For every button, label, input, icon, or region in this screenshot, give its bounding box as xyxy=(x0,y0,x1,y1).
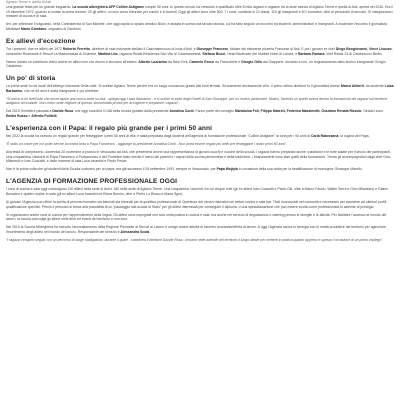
bold-name: Carla Rabezzana xyxy=(311,133,339,138)
text-run: I corsi di cucina e sala oggi coinvolgono 120 allievi nella sede di Asti e 180 nella sede di Agliano Terme. Una cinquantina i docenti; tra cui cinque chef (gli ex allievi Ivan Cuaccitti e Paolo Gili, oltre a Mauro Fassio, Walter Serra e Gino Milanesio) e Gianni Bonadeo e quattro maitre in sala (gli ex allievi Luca Incantini ed Elena Bernini, oltre a Pietro Lo Russo e Maria Sgrò). xyxy=(6,186,388,196)
quote-paragraph xyxy=(6,97,394,107)
text-run: , la cugina del Papa. xyxy=(338,133,370,138)
body-paragraph xyxy=(6,150,394,164)
quote-paragraph xyxy=(6,238,394,243)
bold-name: Giorgio Gilio xyxy=(241,59,262,64)
text-run: , Head Bartender del NoMad Hotel di Londra, e xyxy=(225,51,299,56)
text-run: dal Giappone. Accanto a loro, un ringraziamento dallo storico insegnante Giorgio Calabrese. xyxy=(6,59,386,69)
header-fragment: Agliano Terme e quella di Asti xyxy=(6,0,52,4)
text-run: . Sindaci sono xyxy=(361,109,384,114)
body-paragraph xyxy=(6,134,394,139)
text-run: Alla festa di compleanno, domenica 20 novembre a pranzo in Vescovato ad Asti, che presenterà anche una rappresentanza di giovani cuochi e cuoche della scuola. I ragazzi hanno preparato anche i pasticcini e le torte salate per il tavolo dei partecipanti. Una cinquantina i discorsi di Papa Francesco a Portacomaro e del Pontefice stato servito il menù dei parenti e i sapori della cucina piemontese e della tradizione. I finanziamenti sono stati quelli della formazione. Trenta gli accompagnatori dagli chef Gino Milanesio e Ivan Cuaccitti, e dalle mamme di sala Luca Incantini e Paolo Pesce. xyxy=(6,149,391,164)
text-run: La prima sede fu nei locali dell'albergo ristorante Della valle. Si sceltse Agliano Terme perché era un luogo conosciuto grazie alle fonti termali. Sicuramente decisamente virtù. Il primo ottimo direttore fu il giornalista nicese xyxy=(6,83,341,88)
article-section xyxy=(6,122,394,172)
bold-name: Luisa Barbarino xyxy=(6,83,394,93)
section-heading: L'esperienza con il Papa: il regalo più grande per i primi 50 anni xyxy=(6,125,213,133)
article-body xyxy=(6,5,394,243)
text-run: . xyxy=(149,230,151,235)
bold-name: Alessandra Scola xyxy=(120,230,150,235)
text-run: Nel 2022 la scuola ha ricevuto un regalo grande per festeggiare i primi 50 anni di vita: è stata preparata dagli studenti dell'agenzia di formazione professionale "Colline Astigiane" la torta per i 90 anni di xyxy=(6,133,312,138)
text-run: Hanno inviato un contributo video anche ex allievi che ora vivono e lavorano all'estero: xyxy=(6,59,139,64)
body-paragraph xyxy=(6,60,394,70)
article-section xyxy=(6,5,394,32)
text-run: , che oggi coordina il CdA della scuola guidato dalla presidente xyxy=(72,109,170,114)
bold-name: Emilia Russo xyxy=(6,114,28,119)
section-heading: Ex allievi d'eccezione xyxy=(6,38,76,46)
text-run: Ai giovani l'Agenzia può offrire la scelta di percorsi formativi sia biennali sia triennali per la qualifica professionale di Operatore dei servizi ristorativi nei settori cucina e sala bar. Titoli riconosciuti nel comunità e necessario per accedere ad ulteriori profili qualificazione specifici. Perciò il percorso si arriva alla possibilità di un "passaggio alla scuola di Stato" per gli allievi interessati per conseguire il diploma, o una specializzazione che può essere svolta come professionista in aziende di prestigio. xyxy=(6,199,387,209)
bold-name: Annalisa Conti xyxy=(169,109,194,114)
article-section xyxy=(6,175,394,243)
text-run: Nel 2010 la Scuola Alberghiera ha ricevuto l'accreditamento della Regione Piemonte ai Servizi al Lavoro e svolge anche attività di incontro domanda/offerta di lavoro. A oggi l'Agenzia lavora in sinergia con le realtà produttive del territorio per agevolare l'inserimento degli allievi nel mondo del lavoro. Responsabile del servizio è xyxy=(6,225,386,235)
bold-name: Diego Bongiovanni, Vince Lisuzzo xyxy=(335,46,392,51)
text-run: e xyxy=(27,114,32,119)
text-run: compie 50 anni. In questo secolo ha cresciuto e qualificato oltre 8 mila ragazzi e ragazze tra la sede storica di Agliano Terme e quella di Asti, aperta nel 2010. Era il 19 dicembre 1972, quando si svolse la prima lezione: 20 gli allievi, un solo corso biennale per cuochi e 8 docenti. Oggi gli allievi sono oltre 500, 7 i corsi, suddivisi in 22 classi, 110 gli insegnanti e 50 i formatori, oltre al personale di servizio. Si insegnavano i mestieri di cucina e di sala. xyxy=(6,4,394,19)
bold-name: Martina Lito xyxy=(98,51,118,56)
bold-name: La scuola alberghiera AFP Colline Astigiane xyxy=(72,4,145,9)
body-paragraph xyxy=(6,213,394,223)
text-run: , da studente xyxy=(363,83,385,88)
bold-name: Alberto Lazzarino xyxy=(138,59,168,64)
text-run: , direttore di sala ristorante stellato Il Cascinalenuovo di Isola d'Asti, e xyxy=(89,46,197,51)
section-heading: L'AGENZIA DI FORMAZIONE PROFESSIONALE OGGI xyxy=(6,178,178,186)
bold-name: Marco Aliberti xyxy=(340,83,364,88)
bold-name: Carmelo Greco xyxy=(189,59,214,64)
section-heading: Un po' di storia xyxy=(6,75,56,83)
body-paragraph xyxy=(6,5,394,19)
body-paragraph xyxy=(6,225,394,235)
bold-name: Giuseppe Francese xyxy=(196,46,229,51)
bold-name: Papa Wojtyla xyxy=(216,167,238,172)
text-run: da Francoforte e xyxy=(214,59,242,64)
text-run: , sommelier Ristorante & Resort La Madonnassa di Guarene, xyxy=(6,46,393,56)
text-run: Dal 2015 l'eredità è passata a xyxy=(6,109,53,114)
text-run: , ragazza Relais Residenza San Vito di Calamandrana, xyxy=(117,51,203,56)
text-run: Ieri, per celebrare il traguardo, nella Confraternita di San Michele, che oggi ospita lo spazio artistico Biluri, è andata in scena una tavola rotonda, cui ha fatto seguito un incontro tra studenti, amministratori e insegnanti. A moderare l'incontro il giornalista Mediaset xyxy=(6,22,387,32)
body-paragraph xyxy=(6,187,394,197)
bold-name: Roberto Ferretto xyxy=(62,46,90,51)
quote-paragraph xyxy=(6,142,394,147)
body-paragraph xyxy=(6,200,394,210)
text-run: . Fanno parte del consiglio xyxy=(193,109,235,114)
article-section xyxy=(6,72,394,119)
bold-name: Alfredo Politelli xyxy=(31,114,57,119)
bold-name: Marialuisa Foli, Filippo Mateini, Federica Massimetti, Graziano Renata Rizzolo xyxy=(234,109,362,114)
text-run: Non è la prima volta che gli studenti della Scuola cucinano per un papa: era già successo il 26 settembre 1993, sempre in Vescovado, per xyxy=(6,167,217,172)
text-run: "È stato un onore per noi poter servire la nostra torta a Papa Francesco - aggiunge la presidente Annalisa Conti - Non potrà essere regalo più bello per festeggiare i nostri primi 50 anni". xyxy=(6,141,288,146)
text-run: da New York, xyxy=(167,59,190,64)
text-run: , chef Relais 23 di Castelnuovo Belbo. xyxy=(324,51,383,56)
body-paragraph xyxy=(6,109,394,119)
text-run: Tra i presenti, due ex allievi del 1972 xyxy=(6,46,63,51)
body-paragraph xyxy=(6,47,394,57)
text-run: "I ragazzi vengono seguiti con un percorso di stage obbligatorio, durante il quale - sottolinea il direttore Davide Rosa - trovano nelle aziende del territorio il luogo ideale per mettere in pratica quanto appreso e spesso l'occasione di un primo impiego". xyxy=(6,238,384,243)
text-run: , originario di Candiolo. xyxy=(46,27,82,32)
bold-name: Davide Rosa xyxy=(52,109,73,114)
body-paragraph xyxy=(6,22,394,32)
text-run: . xyxy=(56,114,58,119)
bold-name: Mario Giordano xyxy=(20,27,47,32)
text-run: , titolare del ristorante pizzeria Francese di Asti. E poi i giovani ex chef xyxy=(228,46,336,51)
text-run: "Si arrivò a chi livelli tutti che dover aprire una nuova sede su Asti - spiega oggi Luisa Barbarino - e si scelse la sede degli Ostelli di San Giuseppe, per un motivo particolare. Motivo, facendo un quello aveva deciso la formazione dei ragazzi sul territorio astigiano circostante. Non cinico sede migliore di questa, strumentata pronta per accogliere e preparare i ragazzi". xyxy=(6,96,388,106)
body-paragraph xyxy=(6,84,394,94)
text-run: Si organizzano anche corsi di cucina per l'apprendimento della lingua. Gli allievi sono impegnati non solo nella pratica in cucina e sala, ma anche nel servizio di degustazioni o catering presso le famiglie e le attività. Per facilitare l'accesso al mondo del lavoro, la scuola coinvolge gli allievi nelle fiere ed eventi del territorio e non solo. xyxy=(6,212,387,222)
text-run: in occasione della sua visita per la beatificazione di monsignor Giuseppe Marello. xyxy=(237,167,363,172)
body-paragraph xyxy=(6,167,394,172)
bold-name: Barbara Fantara xyxy=(298,51,325,56)
bold-name: Stefano Bucci xyxy=(202,51,226,56)
article-section xyxy=(6,35,394,69)
text-run: , che ne 46 anni è stata insegnante e poi direttrice. xyxy=(22,88,100,93)
text-run: Una grande festa per un grande traguardo. xyxy=(6,4,73,9)
